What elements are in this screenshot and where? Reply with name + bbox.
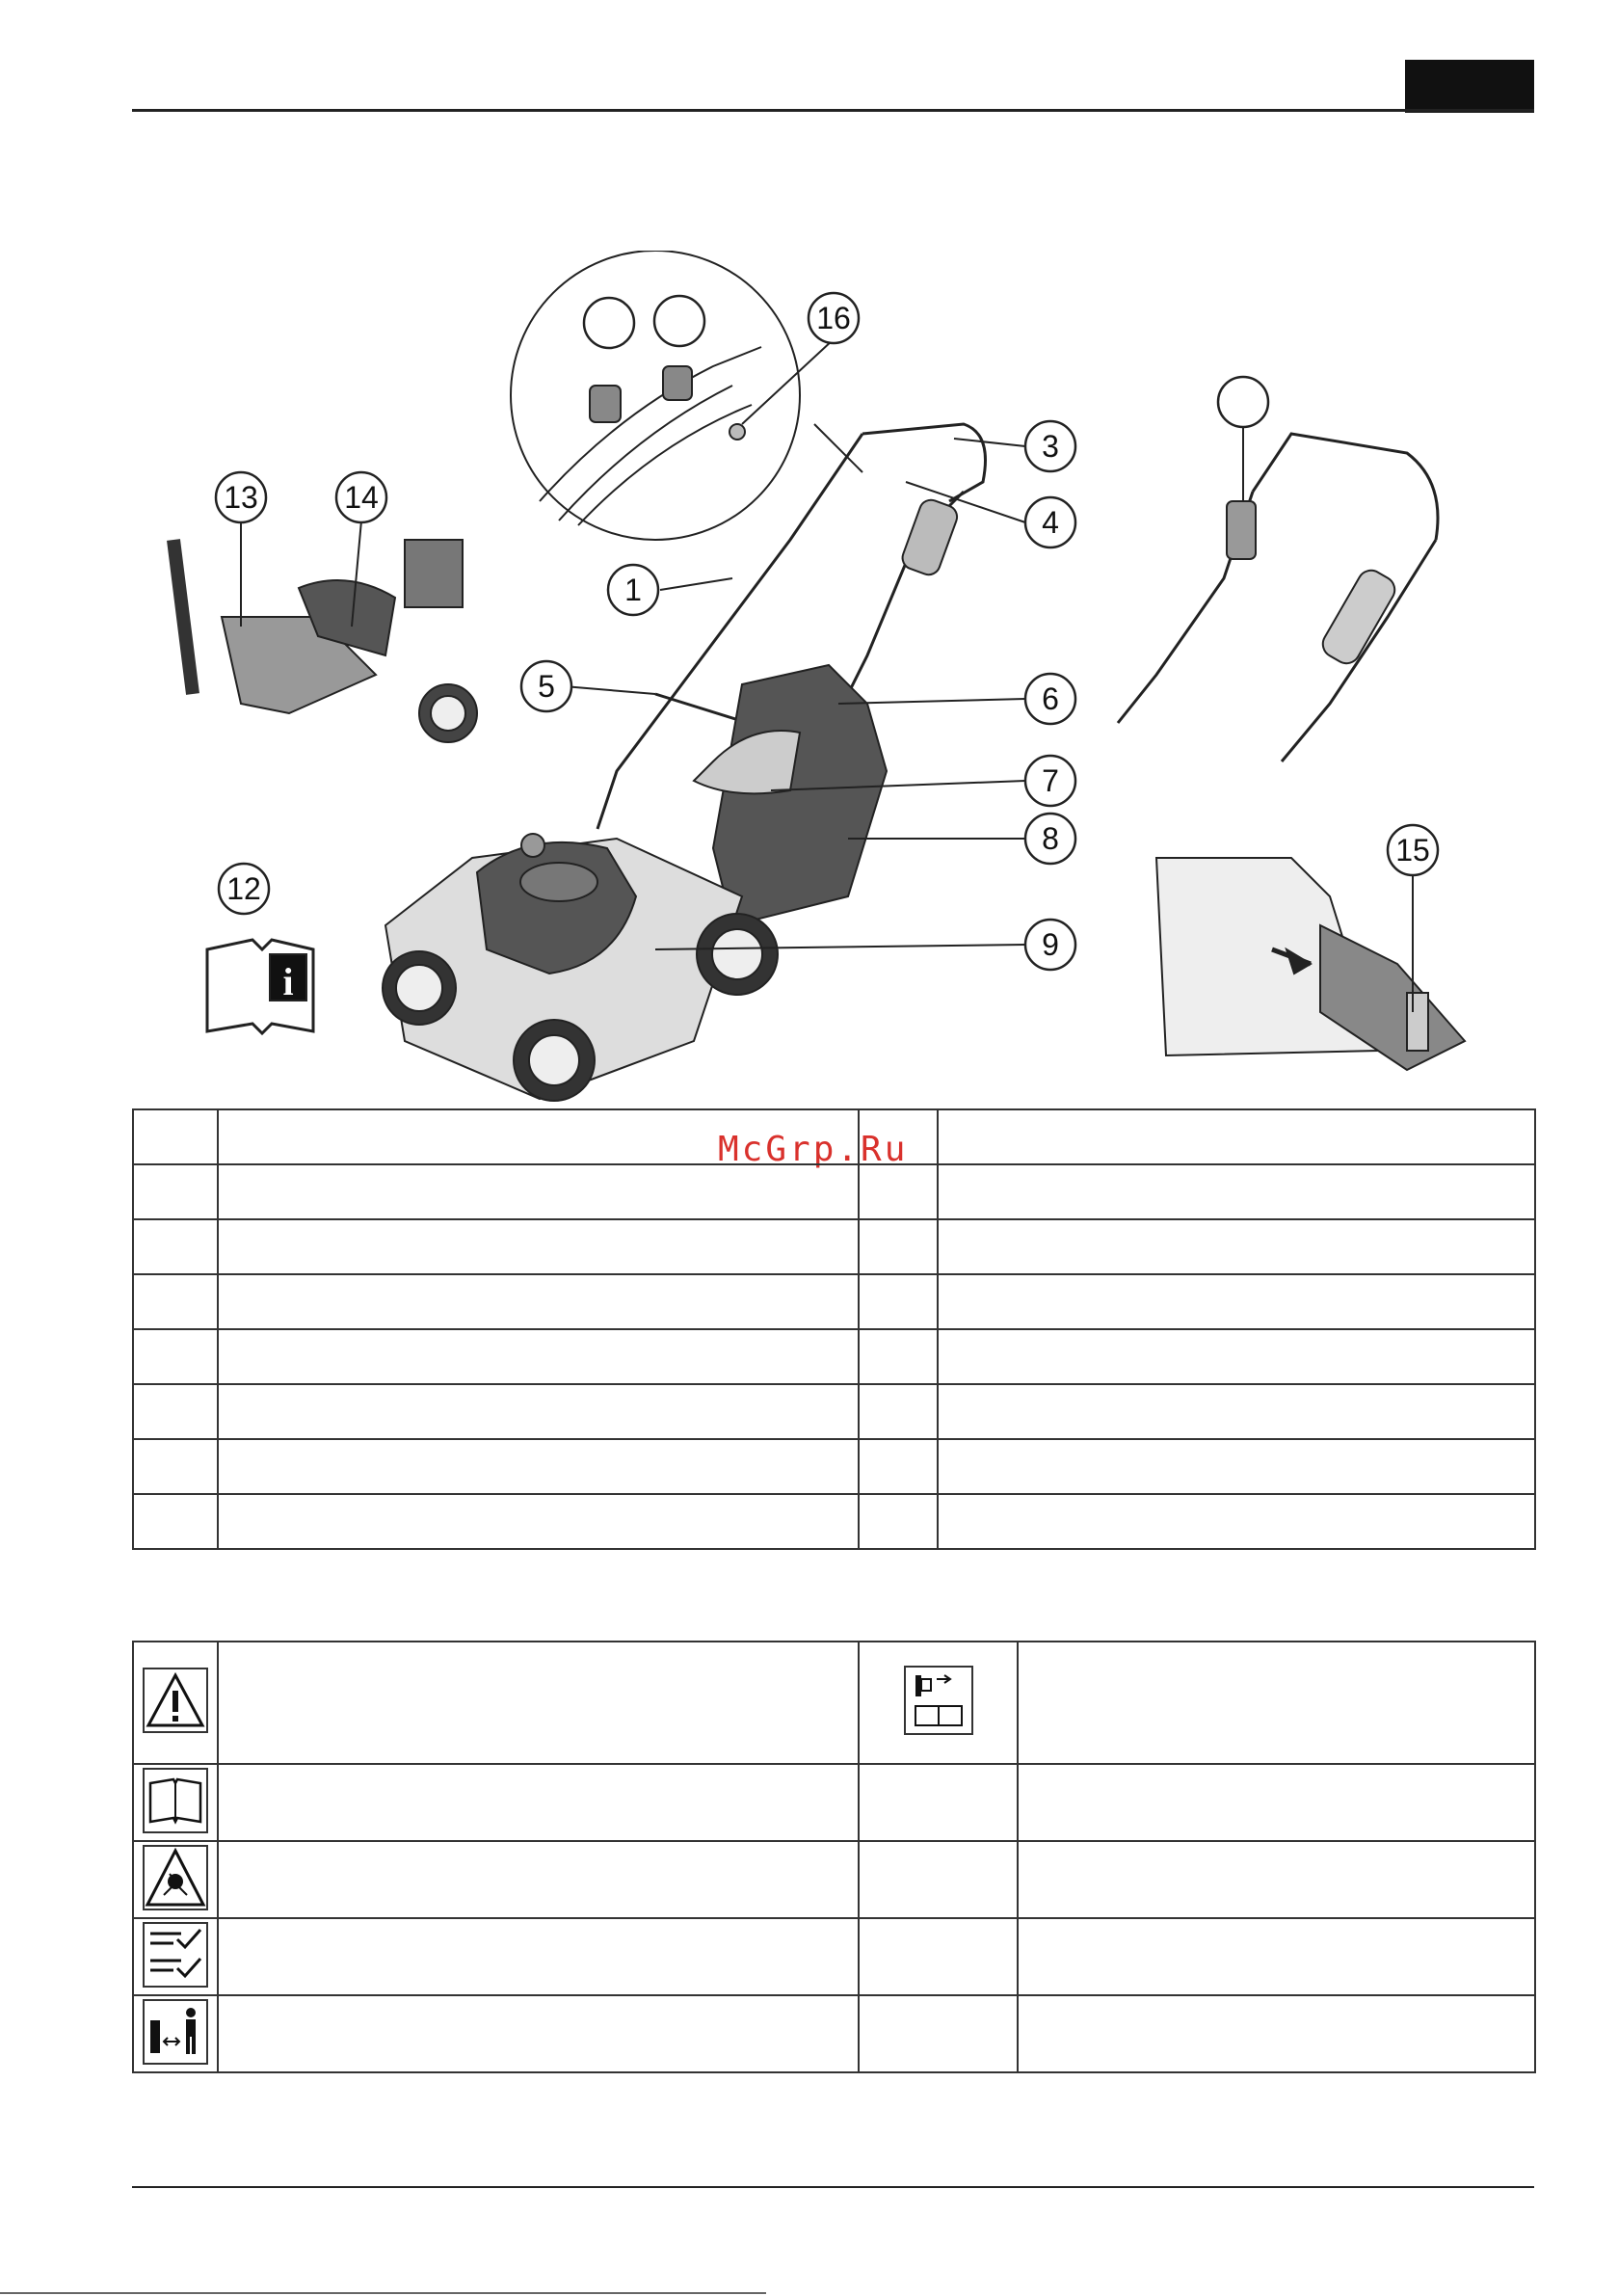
callout-label-5: 5 xyxy=(538,669,555,704)
callout-label-15: 15 xyxy=(1395,833,1430,868)
callout-label-14: 14 xyxy=(344,480,379,515)
table-row xyxy=(133,1384,1535,1439)
symbols-table xyxy=(132,1641,1536,2073)
parts-table xyxy=(132,1108,1536,1550)
table-row xyxy=(133,1439,1535,1494)
table-row xyxy=(133,1494,1535,1549)
callout-label-1: 1 xyxy=(624,573,642,607)
bottom-edge-rule xyxy=(0,2292,766,2294)
callout-label-12: 12 xyxy=(226,871,261,906)
table-row xyxy=(133,1642,1535,1764)
svg-text:i: i xyxy=(282,960,294,1003)
table-row xyxy=(133,1274,1535,1329)
keep-distance-icon xyxy=(143,1999,208,2065)
foot-hand-hazard-icon xyxy=(143,1922,208,1988)
table-row xyxy=(133,1764,1535,1841)
spark-plug-disconnect-icon xyxy=(904,1666,973,1735)
read-manual-icon xyxy=(143,1768,208,1833)
table-row xyxy=(133,1841,1535,1918)
table-row xyxy=(133,1109,1535,1164)
callout-label-16: 16 xyxy=(816,301,851,335)
callout-label-4: 4 xyxy=(1042,505,1059,540)
table-row xyxy=(133,1219,1535,1274)
callout-label-9: 9 xyxy=(1042,927,1059,962)
projectile-hazard-icon xyxy=(143,1845,208,1910)
footer-rule xyxy=(132,2186,1534,2188)
callout-label-13: 13 xyxy=(224,480,258,515)
watermark-text: McGrp.Ru xyxy=(718,1130,909,1169)
table-row xyxy=(133,1918,1535,1995)
callout-label-8: 8 xyxy=(1042,821,1059,856)
callout-circle-blank-2 xyxy=(654,296,704,346)
callout-label-6: 6 xyxy=(1042,681,1059,716)
table-row xyxy=(133,1329,1535,1384)
callout-circle-blank-1 xyxy=(584,298,634,348)
table-row xyxy=(133,1164,1535,1219)
callout-label-7: 7 xyxy=(1042,763,1059,798)
warning-triangle-icon xyxy=(143,1668,208,1733)
callout-circle-blank-3 xyxy=(1218,377,1268,427)
table-row xyxy=(133,1995,1535,2072)
callout-label-3: 3 xyxy=(1042,429,1059,464)
